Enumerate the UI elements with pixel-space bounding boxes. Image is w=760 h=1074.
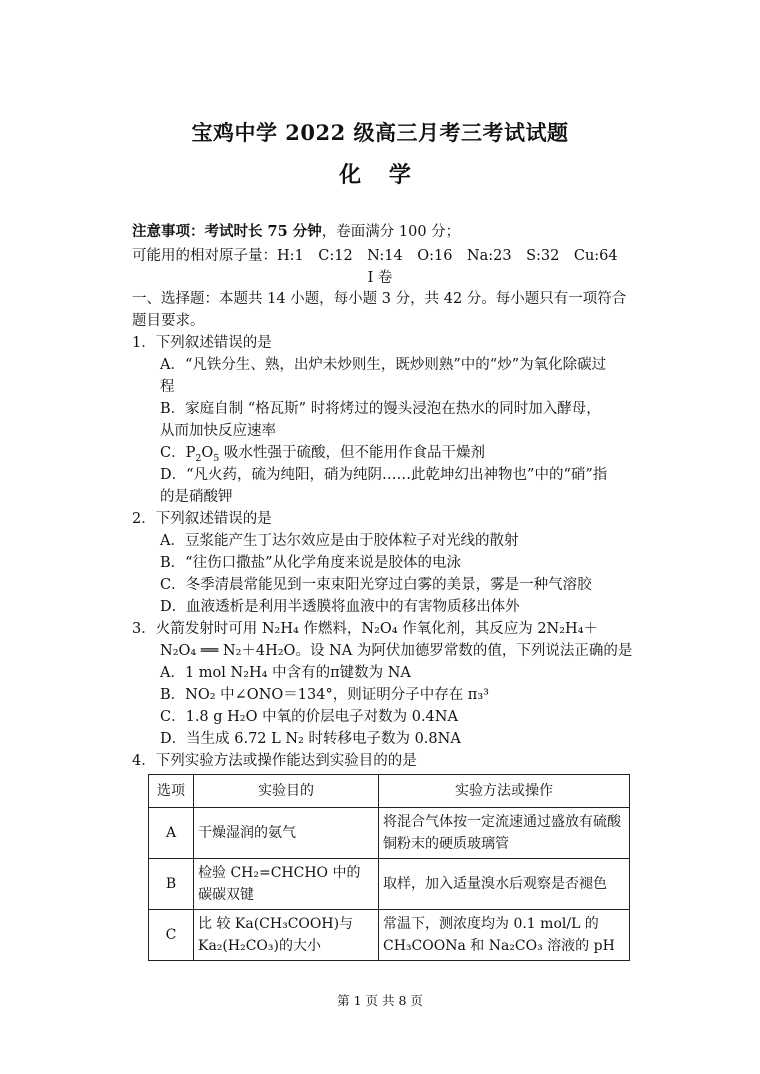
page-number: 第 1 页 共 8 页	[337, 993, 423, 1008]
q1-stem: 1．下列叙述错误的是	[132, 335, 272, 351]
q2-option-b: B．“往伤口撒盐”从化学角度来说是胶体的电泳	[160, 555, 461, 571]
q2-option-c: C．冬季清晨常能见到一束束阳光穿过白雾的美景，雾是一种气溶胶	[160, 577, 592, 593]
row-method: 常温下，测浓度均为 0.1 mol/L 的 CH₃COONa 和 Na₂CO₃ 溶液的 pH	[379, 910, 630, 961]
q1-option-a: A．“凡铁分生、熟，出炉未炒则生，既炒则熟”中的“炒”为氧化除碳过	[160, 357, 607, 373]
header-option: 选项	[149, 775, 194, 808]
q3-stem: 3．火箭发射时可用 N₂H₄ 作燃料，N₂O₄ 作氧化剂，其反应为 2N₂H₄＋	[132, 621, 599, 637]
section-intro-2: 题目要求。	[132, 313, 205, 329]
q1-c-sub1: 2	[195, 452, 202, 464]
table-row	[149, 808, 630, 859]
q1-option-d: D．“凡火药，硫为纯阳，硝为纯阴……此乾坤幻出神物也”中的“硝”指	[160, 467, 608, 483]
subject-title: 化 学	[339, 162, 421, 188]
q1-option-c	[160, 441, 485, 464]
volume-label: I 卷	[367, 270, 393, 286]
q1-c-post: 吸水性强于硫酸，但不能用作食品干燥剂	[219, 445, 485, 461]
experiment-table	[148, 774, 630, 961]
row-goal: 干燥湿润的氨气	[194, 808, 379, 859]
row-option: B	[149, 859, 194, 910]
table-row	[149, 859, 630, 910]
q2-option-a: A．豆浆能产生丁达尔效应是由于胶体粒子对光线的散射	[160, 533, 519, 549]
q2-stem: 2．下列叙述错误的是	[132, 511, 272, 527]
atomic-masses: 可能用的相对原子量：H:1 C:12 N:14 O:16 Na:23 S:32 Cu:64	[132, 248, 618, 264]
q3-option-a: A．1 mol N₂H₄ 中含有的π键数为 NA	[160, 665, 411, 681]
exam-title: 宝鸡中学 2022 级高三月考三考试试题	[191, 120, 569, 145]
table-header-row	[149, 775, 630, 808]
notice-rest: ，卷面满分 100 分；	[321, 224, 461, 240]
row-option: C	[149, 910, 194, 961]
q3-option-c: C．1.8 g H₂O 中氧的价层电子对数为 0.4NA	[160, 709, 458, 725]
row-option: A	[149, 808, 194, 859]
table-row	[149, 910, 630, 961]
q1-c-sub2: 5	[213, 452, 220, 464]
header-goal: 实验目的	[194, 775, 379, 808]
row-method: 取样，加入适量溴水后观察是否褪色	[379, 859, 630, 910]
q1-option-b: B．家庭自制 “格瓦斯” 时将烤过的馒头浸泡在热水的同时加入酵母，	[160, 401, 601, 417]
q4-stem: 4．下列实验方法或操作能达到实验目的的是	[132, 753, 417, 769]
q2-option-d: D．血液透析是利用半透膜将血液中的有害物质移出体外	[160, 599, 520, 615]
row-goal: 检验 CH₂=CHCHO 中的碳碳双键	[194, 859, 379, 910]
header-method: 实验方法或操作	[379, 775, 630, 808]
q3-stem-cont: N₂O₄ ══ N₂＋4H₂O。设 NA 为阿伏加德罗常数的值，下列说法正确的是	[160, 643, 633, 659]
section-intro-1: 一、选择题：本题共 14 小题，每小题 3 分，共 42 分。每小题只有一项符合	[132, 291, 627, 307]
q1-option-b-cont: 从而加快反应速率	[160, 423, 276, 439]
q3-option-b: B．NO₂ 中∠ONO＝134°，则证明分子中存在 π₃³	[160, 687, 489, 703]
q1-c-mid: O	[201, 445, 214, 461]
notice-line	[132, 220, 460, 241]
q1-c-pre: C．P	[160, 445, 196, 461]
q1-option-d-cont: 的是硝酸钾	[160, 489, 233, 505]
row-method: 将混合气体按一定流速通过盛放有硫酸铜粉末的硬质玻璃管	[379, 808, 630, 859]
q1-option-a-cont: 程	[160, 379, 175, 395]
notice-label: 注意事项：考试时长 75 分钟	[132, 223, 322, 240]
q3-option-d: D．当生成 6.72 L N₂ 时转移电子数为 0.8NA	[160, 731, 461, 747]
row-goal: 比 较 Ka(CH₃COOH)与 Ka₂(H₂CO₃)的大小	[194, 910, 379, 961]
